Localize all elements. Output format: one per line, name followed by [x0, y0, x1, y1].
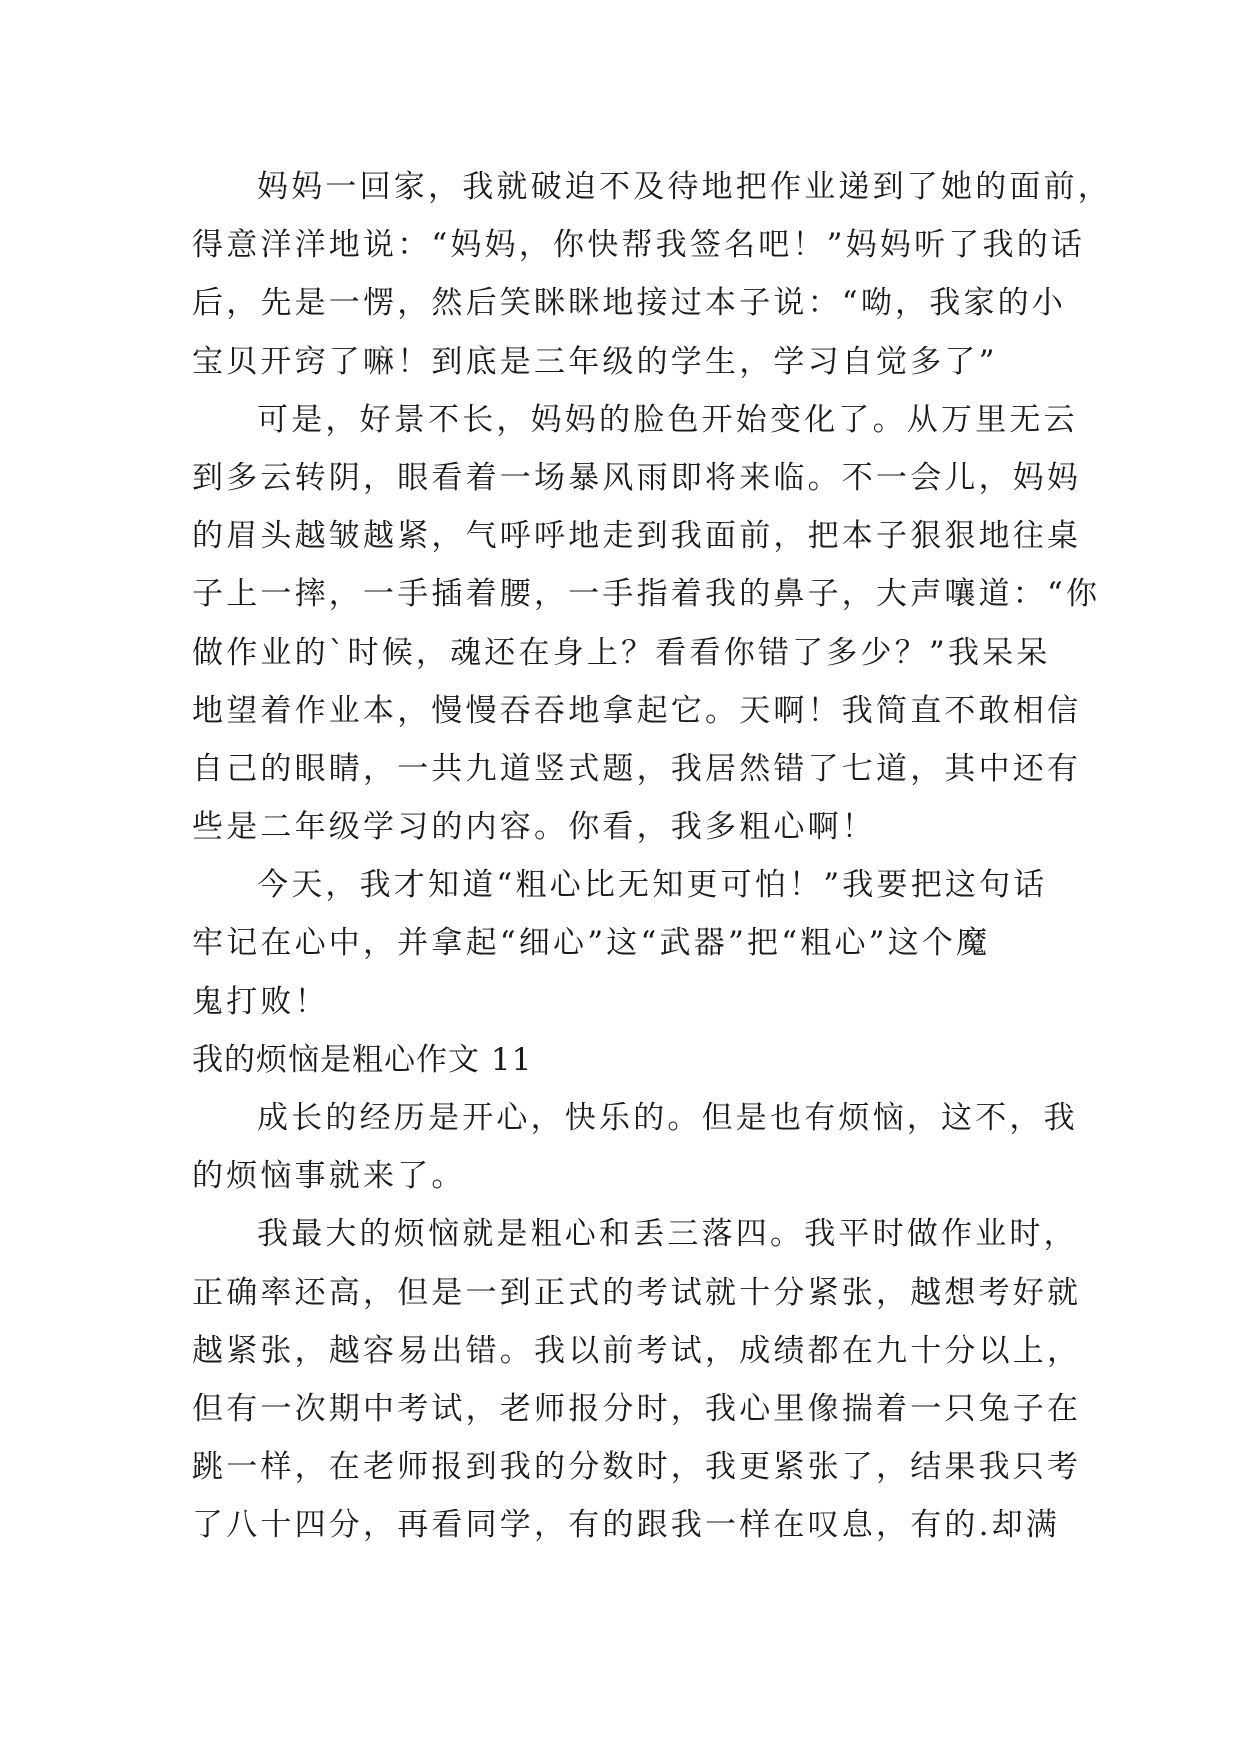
text-line: 鬼打败！ [192, 983, 329, 1020]
text-line: 后，先是一愣，然后笑眯眯地接过本子说：“呦，我家的小 [192, 285, 1067, 322]
document-body [192, 158, 1112, 1555]
text-line: 可是，好景不长，妈妈的脸色开始变化了。从万里无云 [257, 401, 1078, 438]
text-line: 到多云转阴，眼看着一场暴风雨即将来临。不一会儿，妈妈 [192, 459, 1082, 496]
text-line: 今天，我才知道“粗心比无知更可怕！”我要把这句话 [257, 867, 1048, 904]
text-line: 自己的眼睛，一共九道竖式题，我居然错了七道，其中还有 [192, 750, 1082, 787]
text-line: 我最大的烦恼就是粗心和丢三落四。我平时做作业时， [257, 1216, 1078, 1253]
text-line: 得意洋洋地说：“妈妈，你快帮我签名吧！”妈妈听了我的话 [192, 227, 1086, 264]
text-line: 宝贝开窍了嘛！到底是三年级的学生，学习自觉多了” [192, 343, 998, 380]
text-line: 子上一摔，一手插着腰，一手指着我的鼻子，大声嚷道：“你 [192, 576, 1101, 613]
text-line: 牢记在心中，并拿起“细心”这“武器”把“粗心”这个魔 [192, 925, 991, 962]
text-line: 越紧张，越容易出错。我以前考试，成绩都在九十分以上， [192, 1332, 1082, 1369]
text-line: 了八十四分，再看同学，有的跟我一样在叹息，有的.却满 [192, 1507, 1061, 1544]
text-line: 做作业的`时候，魂还在身上？看看你错了多少？”我呆呆 [192, 634, 1051, 671]
text-line: 的烦恼事就来了。 [192, 1158, 466, 1195]
text-line: 但有一次期中考试，老师报分时，我心里像揣着一只兔子在 [192, 1390, 1082, 1427]
text-line: 正确率还高，但是一到正式的考试就十分紧张，越想考好就 [192, 1274, 1082, 1311]
text-line: 些是二年级学习的内容。你看，我多粗心啊！ [192, 809, 876, 846]
text-line: 的眉头越皱越紧，气呼呼地走到我面前，把本子狠狠地往桌 [192, 518, 1082, 555]
text-line: 妈妈一回家，我就破迫不及待地把作业递到了她的面前， [257, 169, 1112, 205]
section-heading: 我的烦恼是粗心作文 11 [192, 1041, 533, 1078]
text-line: 跳一样，在老师报到我的分数时，我更紧张了，结果我只考 [192, 1449, 1082, 1486]
text-line: 地望着作业本，慢慢吞吞地拿起它。天啊！我简直不敢相信 [192, 692, 1082, 729]
text-line: 成长的经历是开心，快乐的。但是也有烦恼，这不，我 [257, 1100, 1078, 1136]
